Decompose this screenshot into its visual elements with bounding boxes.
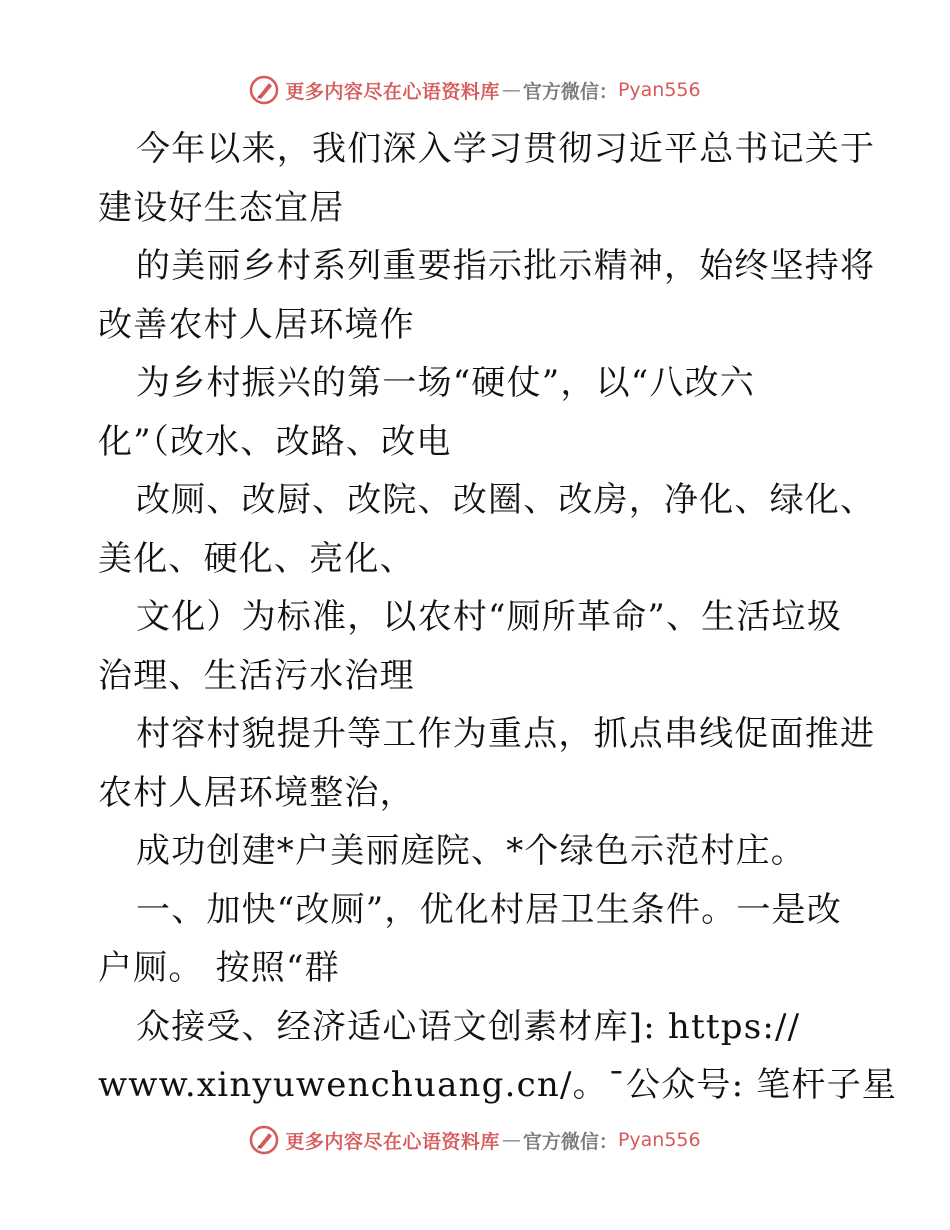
- paragraph-line: 化”（改水、改路、改电: [98, 421, 452, 462]
- paragraph-line: 的美丽乡村系列重要指示批示精神，始终坚持将: [136, 246, 876, 286]
- watermark-dash: —: [501, 1129, 521, 1151]
- paragraph-line: 众接受、经济适心语文创素材库]: https://: [136, 1006, 801, 1047]
- paragraph-line: 美化、硬化、亮化、: [98, 538, 415, 579]
- paragraph-line: 治理、生活污水治理: [98, 655, 415, 696]
- paragraph-line: 文化）为标准，以农村“厕所革命”、生活垃圾: [136, 597, 842, 637]
- paragraph-line: 成功创建*户美丽庭院、*个绿色示范村庄。: [136, 831, 806, 871]
- watermark-wechat-label: 官方微信：: [522, 80, 618, 103]
- watermark-header: [0, 70, 950, 110]
- paragraph-line: 今年以来，我们深入学习贯彻习近平总书记关于: [136, 129, 876, 169]
- paragraph-line: www.xinyuwenchuang.cn/。¯公众号: 笔杆子星: [98, 1065, 898, 1105]
- paragraph-line: 农村人居环境整治，: [98, 772, 415, 813]
- watermark-text: 更多内容尽在心语资料库: [285, 1130, 500, 1153]
- paragraph-line: 一、加快“改厕”，优化村居卫生条件。一是改: [136, 889, 842, 930]
- paragraph-line: 为乡村振兴的第一场“硬仗”，以“八改六: [136, 363, 755, 403]
- quill-pen-circle-icon: [249, 1125, 279, 1155]
- watermark-dash: —: [501, 79, 521, 101]
- watermark-wechat-id: Pyan556: [617, 79, 701, 101]
- paragraph-line: 改善农村人居环境作: [98, 304, 415, 345]
- watermark-wechat-id: Pyan556: [617, 1129, 701, 1151]
- watermark-footer: [0, 1120, 950, 1160]
- watermark-wechat-label: 官方微信：: [522, 1130, 618, 1153]
- paragraph-line: 改厕、改厨、改院、改圈、改房，净化、绿化、: [136, 480, 876, 520]
- paragraph-line: 户厕。 按照“群: [98, 948, 340, 988]
- paragraph-line: 村容村貌提升等工作为重点，抓点串线促面推进: [136, 714, 876, 754]
- document-body: [98, 120, 898, 1115]
- quill-pen-circle-icon: [249, 75, 279, 105]
- watermark-text: 更多内容尽在心语资料库: [285, 80, 500, 103]
- paragraph-line: 建设好生态宜居: [98, 187, 345, 228]
